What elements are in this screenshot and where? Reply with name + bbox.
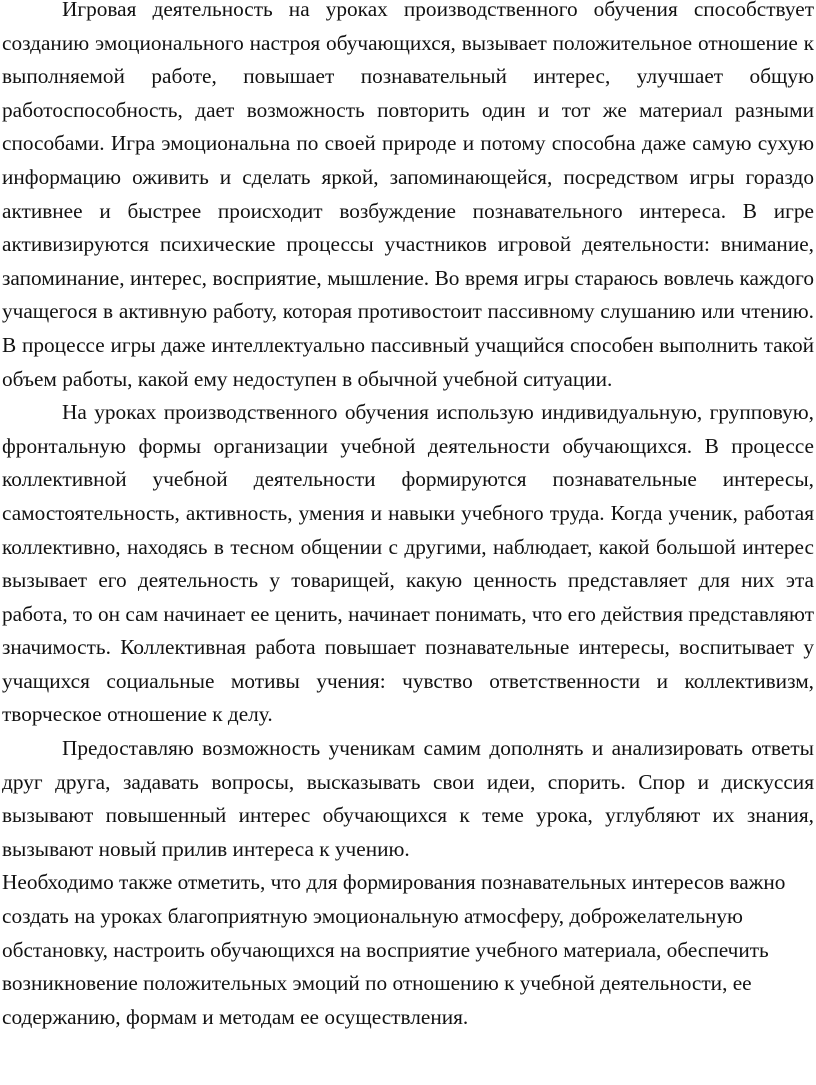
paragraph-emotional-atmosphere: Необходимо также отметить, что для формирования познавательных интересов важно создать на уроках благоприятную эмоциональную атмосферу, доброжелательную обстановку, настроить обучающихся на восприятие учебного материала, обеспечить возникновение положительных эмоций по отношению к учебной деятельности, ее содержанию, формам и методам ее осуществления. bbox=[2, 870, 786, 1029]
paragraph-forms-of-organization: На уроках производственного обучения использую индивидуальную, групповую, фронтальную формы организации учебной деятельности обучающихся. В процессе коллективной учебной деятельности формируются познавательные интересы, самостоятельность, активность, умения и навыки учебного труда. Когда ученик, работая коллективно, находясь в тесном общении с другими, наблюдает, какой большой интерес вызывает его деятельность у товарищей, какую ценность представляет для них эта работа, то он сам начинает ее ценить, начинает понимать, что его действия представляют значимость. Коллективная работа повышает познавательные интересы, воспитывает у учащихся социальные мотивы учения: чувство ответственности и коллективизм, творческое отношение к делу. bbox=[2, 400, 814, 727]
paragraph-game-activity: Игровая деятельность на уроках производственного обучения способствует созданию эмоционального настроя обучающихся, вызывает положительное отношение к выполняемой работе, повышает познавательный интерес, улучшает общую работоспособность, дает возможность повторить один и тот же материал разными способами. Игра эмоциональна по своей природе и потому способна даже самую сухую информацию оживить и сделать яркой, запоминающейся, посредством игры гораздо активнее и быстрее происходит возбуждение познавательного интереса. В игре активизируются психические процессы участников игровой деятельности: внимание, запоминание, интерес, восприятие, мышление. Во время игры стараюсь вовлечь каждого учащегося в активную работу, которая противостоит пассивному слушанию или чтению. В процессе игры даже интеллектуально пассивный учащийся способен выполнить такой объем работы, какой ему недоступен в обычной учебной ситуации. bbox=[2, 0, 814, 391]
paragraph-discussion: Предоставляю возможность ученикам самим дополнять и анализировать ответы друг друга, задавать вопросы, высказывать свои идеи, спорить. Спор и дискуссия вызывают повышенный интерес обучающихся к теме урока, углубляют их знания, вызывают новый прилив интереса к учению. bbox=[2, 736, 814, 861]
